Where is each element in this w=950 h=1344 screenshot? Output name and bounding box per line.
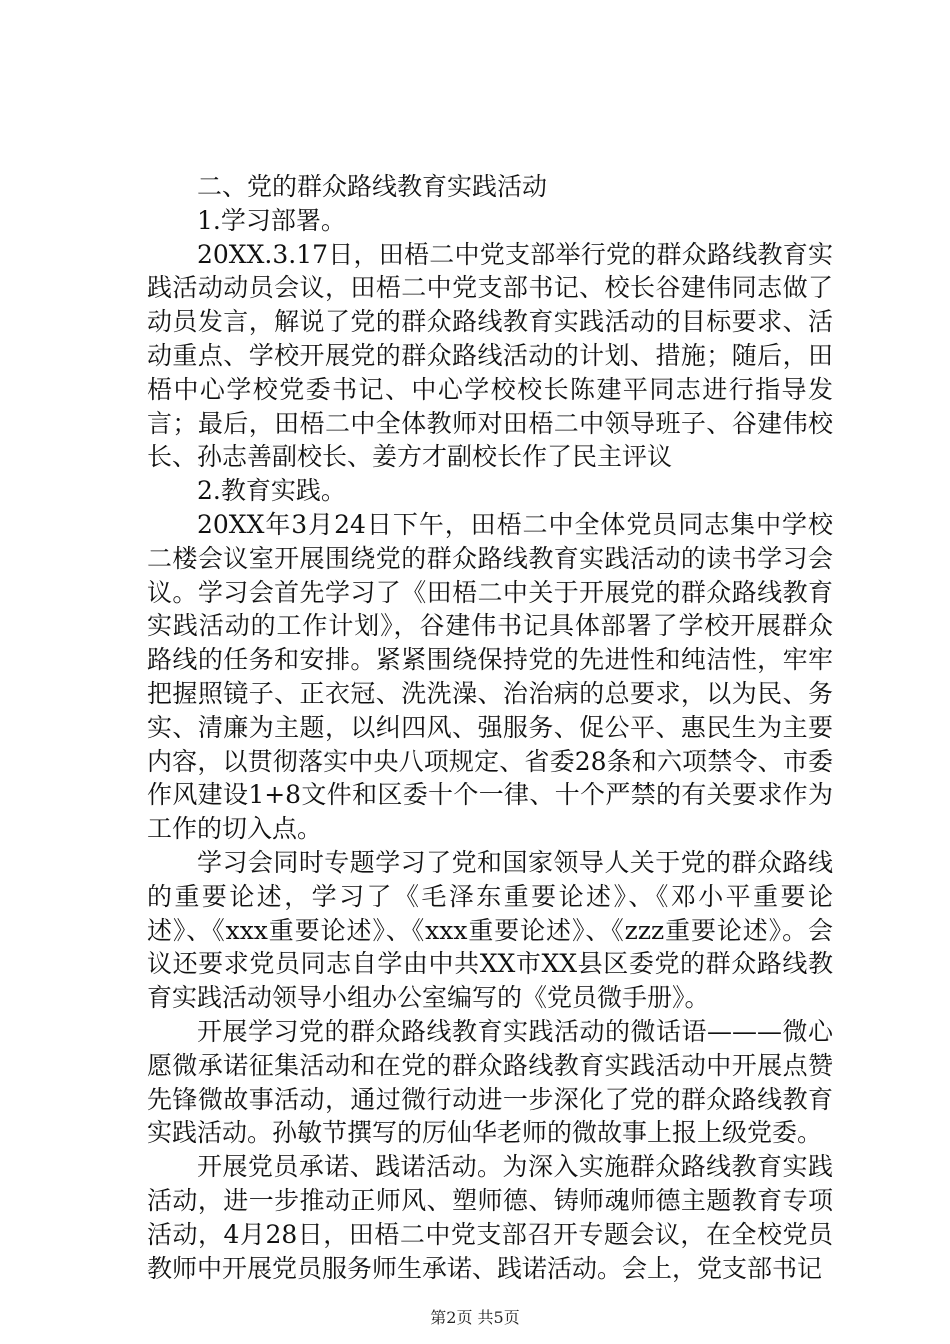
- paragraph-micro-activities: 开展学习党的群众路线教育实践活动的微话语———微心愿微承诺征集活动和在党的群众路线教育实践活动中开展点赞先锋微故事活动，通过微行动进一步深化了党的群众路线教育实践活动。孙敏节撰写的厉仙华老师的微故事上报上级党委。: [147, 1016, 833, 1148]
- page-number-footer: 第2页 共5页: [430, 1308, 520, 1327]
- paragraph-party-pledge: 开展党员承诺、践诺活动。为深入实施群众路线教育实践活动，进一步推动正师风、塑师德、铸师魂师德主题教育专项活动，4月28日，田梧二中党支部召开专题会议，在全校党员教师中开展党员服务师生承诺、践诺活动。会上，党支部书记: [147, 1152, 833, 1283]
- subsection-heading-practice: 2.教育实践。: [197, 476, 346, 506]
- paragraph-mobilization-meeting: 20XX.3.17日，田梧二中党支部举行党的群众路线教育实践活动动员会议，田梧二中党支部书记、校长谷建伟同志做了动员发言，解说了党的群众路线教育实践活动的目标要求、活动重点、学校开展党的群众路线活动的计划、措施；随后，田梧中心学校党委书记、中心学校校长陈建平同志进行指导发言；最后，田梧二中全体教师对田梧二中领导班子、谷建伟校长、孙志善副校长、姜方才副校长作了民主评议: [147, 239, 833, 472]
- paragraph-study-meeting: 20XX年3月24日下午，田梧二中全体党员同志集中学校二楼会议室开展围绕党的群众路线教育实践活动的读书学习会议。学习会首先学习了《田梧二中关于开展党的群众路线教育实践活动的工作计划》，谷建伟书记具体部署了学校开展群众路线的任务和安排。紧紧围绕保持党的先进性和纯洁性，牢牢把握照镜子、正衣冠、洗洗澡、治治病的总要求，以为民、务实、清廉为主题，以纠四风、强服务、促公平、惠民生为主要内容，以贯彻落实中央八项规定、省委28条和六项禁令、市委作风建设1+8文件和区委十个一律、十个严禁的有关要求作为工作的切入点。: [147, 509, 833, 844]
- section-heading: 二、党的群众路线教育实践活动: [197, 172, 548, 201]
- paragraph-special-study: 学习会同时专题学习了党和国家领导人关于党的群众路线的重要论述，学习了《毛泽东重要论述》、《邓小平重要论述》、《xxx重要论述》、《xxx重要论述》、《zzz重要论述》。会议还要求党员同志自学由中共XX市XX县区委党的群众路线教育实践活动领导小组办公室编写的《党员微手册》。: [147, 847, 833, 1013]
- subsection-heading-study: 1.学习部署。: [197, 205, 346, 235]
- document-body: [147, 170, 833, 1285]
